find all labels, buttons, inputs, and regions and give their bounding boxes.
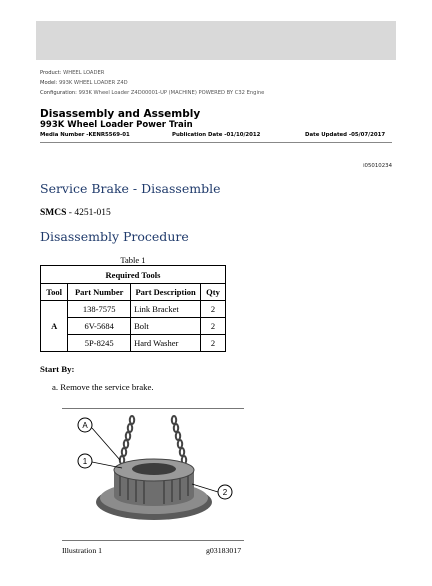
document-title: Disassembly and Assembly — [40, 108, 201, 120]
date-updated: Date Updated -05/07/2017 — [305, 132, 386, 138]
part-number-cell: 138-7575 — [68, 301, 131, 318]
section-title: Service Brake - Disassemble — [40, 181, 221, 196]
part-number-cell: 5P-8245 — [68, 335, 131, 352]
illustration-caption: Illustration 1 — [62, 546, 103, 555]
column-header-part-description: Part Description — [131, 284, 201, 301]
brake-housing-bottom — [114, 486, 194, 506]
callout-1 — [78, 454, 92, 468]
callout-2-label: 2 — [222, 488, 228, 497]
column-header-tool: Tool — [41, 284, 68, 301]
table-row — [41, 335, 226, 352]
model-label: Model: — [40, 80, 58, 86]
header-banner — [36, 21, 396, 60]
product-line — [40, 70, 104, 76]
part-description-cell: Link Bracket — [131, 301, 201, 318]
qty-cell: 2 — [201, 318, 226, 335]
procedure-title: Disassembly Procedure — [40, 229, 189, 244]
document-subtitle: 993K Wheel Loader Power Train — [40, 120, 193, 130]
smcs-code — [40, 208, 111, 218]
product-label: Product: — [40, 70, 62, 76]
figure-top-rule — [62, 408, 244, 409]
table-title: Required Tools — [41, 266, 226, 284]
table-row — [41, 318, 226, 335]
configuration-value: 993K Wheel Loader Z4D00001-UP (MACHINE) POWERED BY C32 Engine — [78, 90, 265, 96]
media-number: Media Number -KENR5569-01 — [40, 132, 130, 138]
start-by-heading: Start By: — [40, 364, 75, 374]
qty-cell: 2 — [201, 301, 226, 318]
graphic-id: g03183017 — [206, 546, 242, 555]
configuration-label: Configuration: — [40, 90, 77, 96]
column-header-qty: Qty — [201, 284, 226, 301]
service-brake-illustration — [62, 412, 244, 536]
callout-a-label: A — [82, 421, 88, 430]
smcs-label: SMCS — [40, 208, 67, 218]
required-tools-table — [40, 265, 226, 352]
model-line — [40, 80, 128, 86]
part-description-cell: Hard Washer — [131, 335, 201, 352]
table-row — [41, 301, 226, 318]
document-id: i05010234 — [363, 163, 392, 169]
step-a: a. Remove the service brake. — [52, 382, 154, 392]
header-divider — [40, 142, 392, 143]
callout-2 — [218, 485, 232, 499]
tool-letter: A — [41, 301, 68, 352]
callout-1-label: 1 — [82, 457, 88, 466]
configuration-line — [40, 90, 264, 96]
table-caption: Table 1 — [120, 255, 146, 265]
smcs-value: - 4251-015 — [66, 208, 111, 218]
lifting-chain-icon — [120, 416, 186, 464]
product-value: WHEEL LOADER — [63, 70, 105, 76]
callout-a — [78, 418, 92, 432]
part-description-cell: Bolt — [131, 318, 201, 335]
column-header-part-number: Part Number — [68, 284, 131, 301]
part-number-cell: 6V-5684 — [68, 318, 131, 335]
model-value: 993K WHEEL LOADER Z4D — [58, 80, 128, 86]
figure-bottom-rule — [62, 540, 244, 541]
center-bore — [132, 463, 176, 475]
publication-date: Publication Date -01/10/2012 — [172, 132, 261, 138]
qty-cell: 2 — [201, 335, 226, 352]
